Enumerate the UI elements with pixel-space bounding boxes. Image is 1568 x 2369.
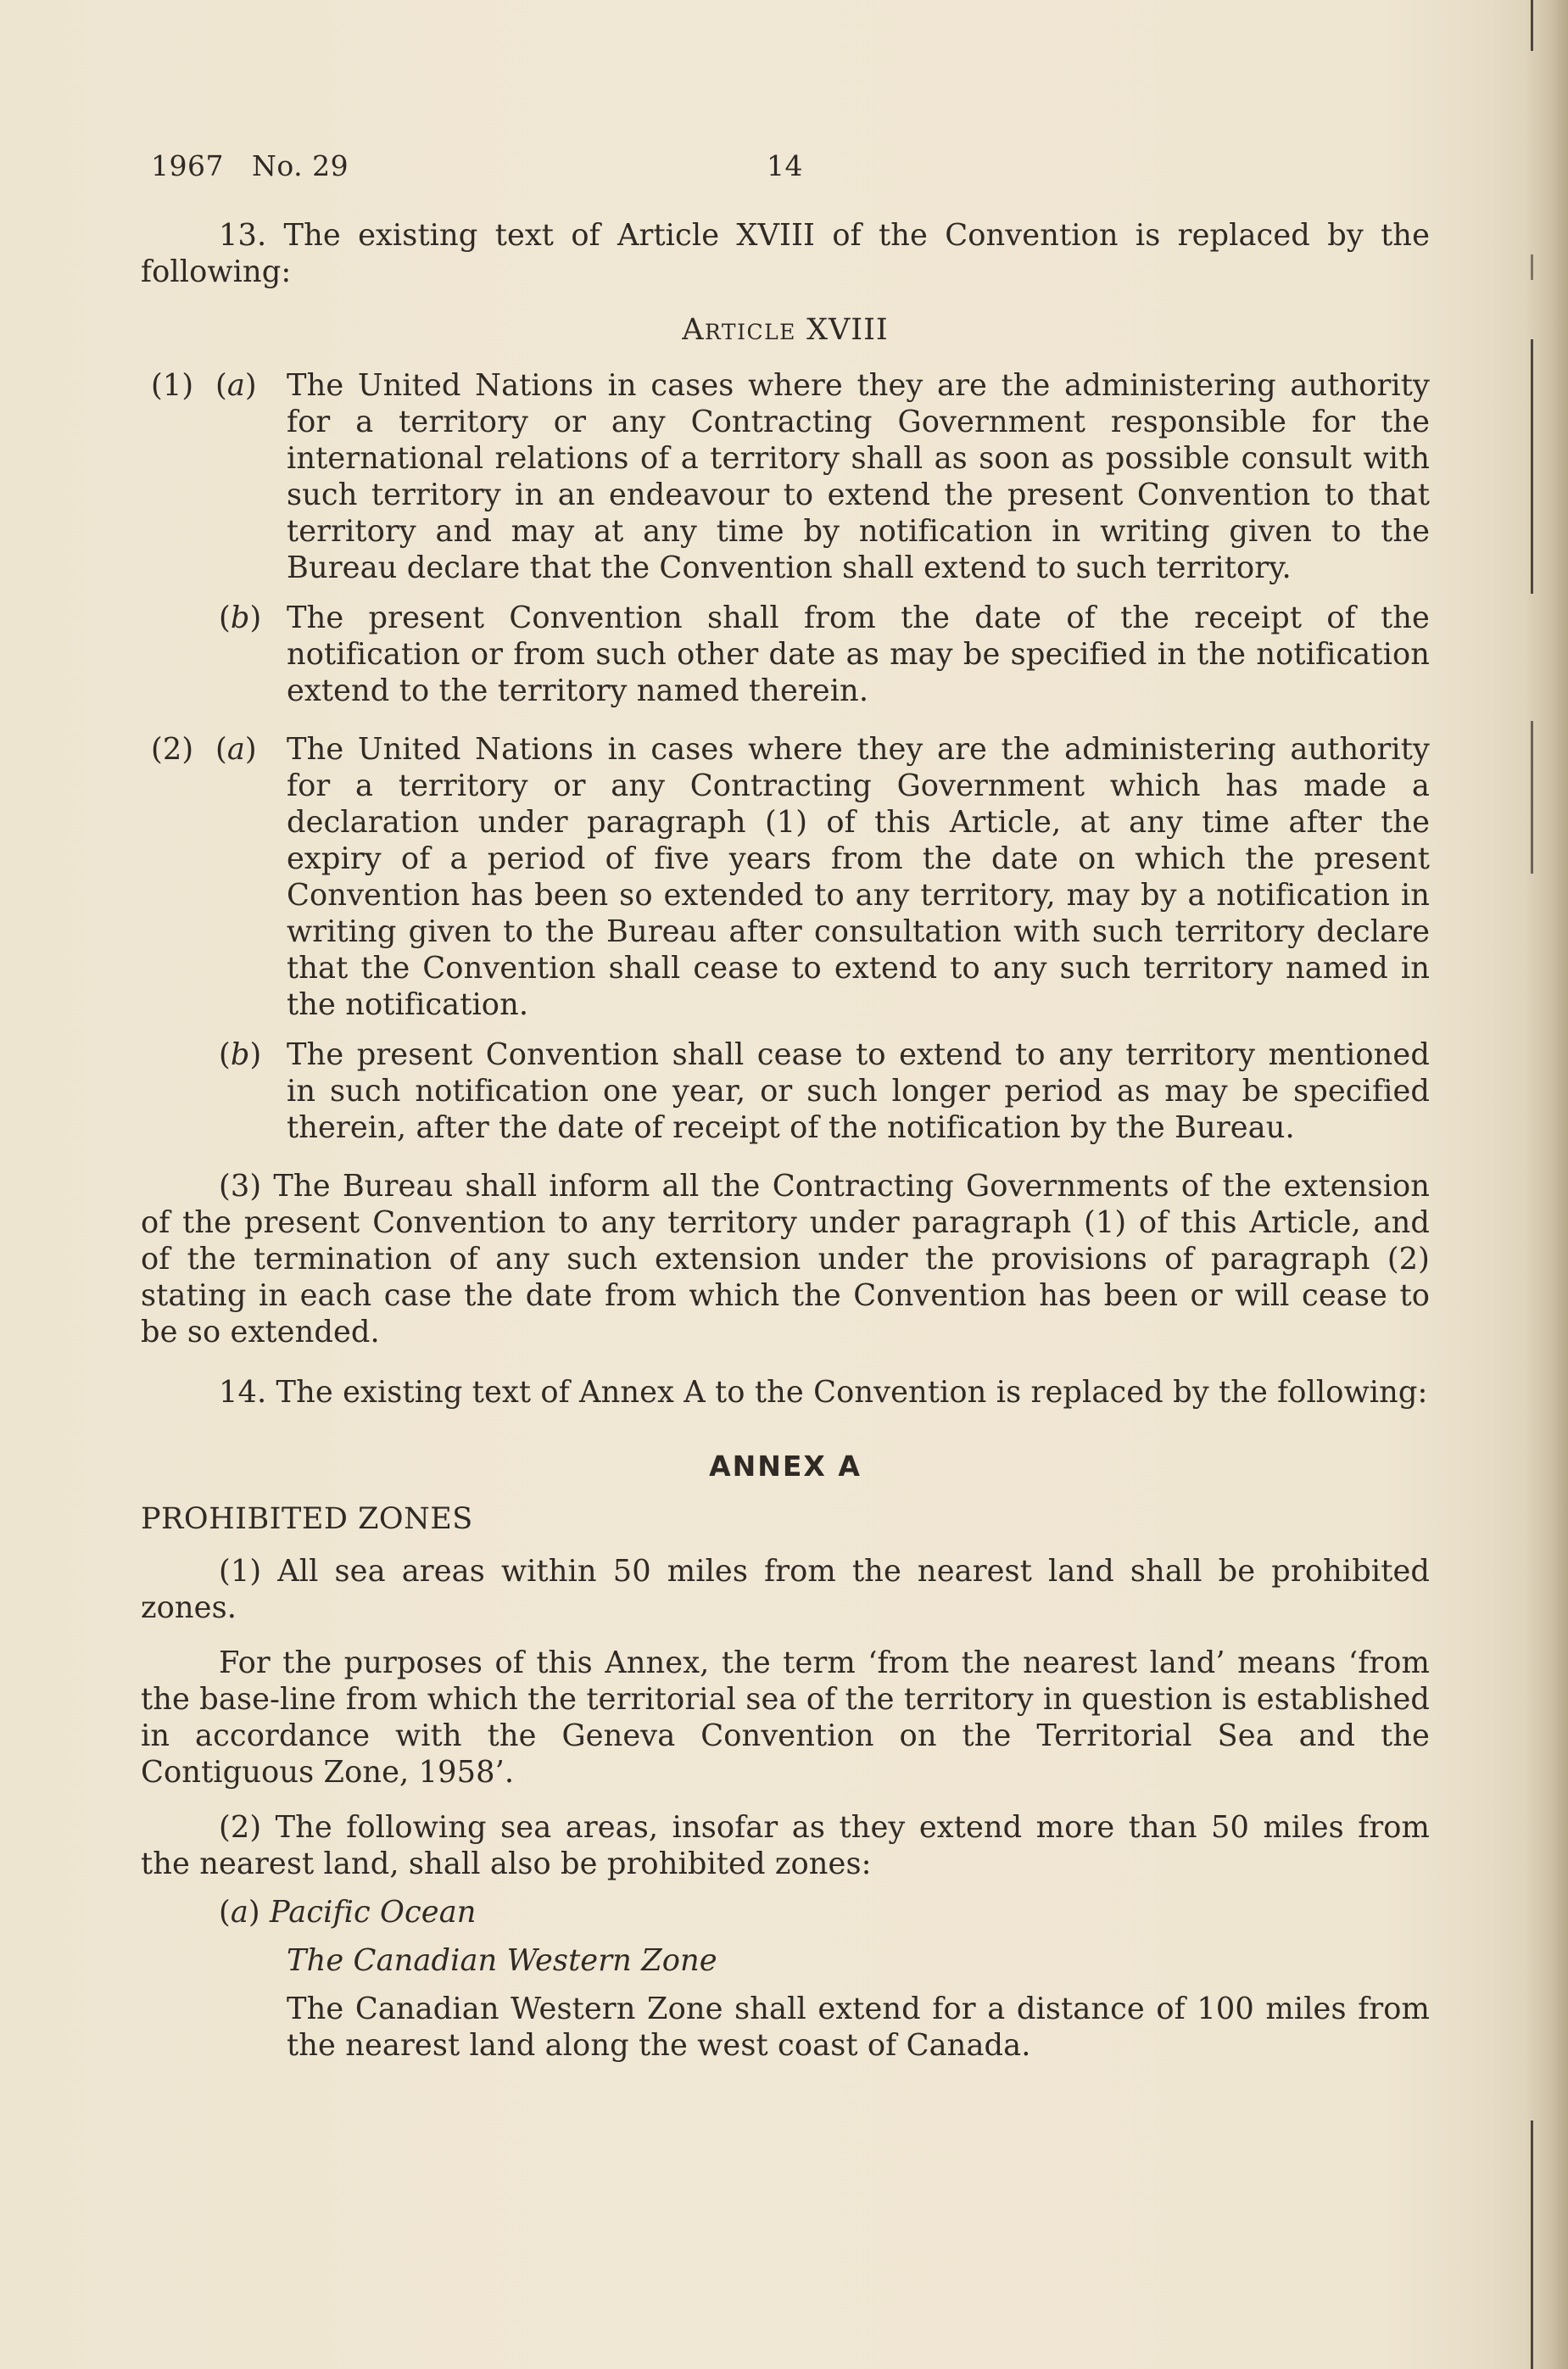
paragraph-letter: (b) — [219, 1037, 262, 1072]
zones-paragraph-2: (2) The following sea areas, insofar as they extend more than 50 miles from the nearest land, shall also be prohibited zones: — [141, 1810, 1430, 1881]
page-edge-line — [1531, 721, 1533, 874]
article-paragraph-2a — [141, 731, 1430, 1023]
article-paragraph-1a — [141, 367, 1430, 586]
paragraph-number: (1) — [151, 368, 194, 403]
page-edge-line — [1531, 0, 1533, 51]
page-edge-line — [1531, 254, 1533, 280]
subsection-pacific-ocean: (a) Pacific Ocean — [219, 1895, 477, 1930]
page-number: 14 — [767, 149, 803, 182]
article-heading-numeral: XVIII — [806, 313, 889, 347]
zone-description: The Canadian Western Zone shall extend for a distance of 100 miles from the nearest land along the west coast of Canada. — [287, 1992, 1430, 2063]
article-paragraph-3: (3) The Bureau shall inform all the Contracting Governments of the extension of the present Convention to any territory under paragraph (1) of this Article, and of the termination of any such extension under the provisions of paragraph (2) stating in each case the date from which the Convention has been or will cease to be so extended. — [141, 1169, 1430, 1349]
article-heading-word: Article — [682, 313, 796, 347]
document-body — [141, 217, 1430, 2064]
paragraph-letter: (a) — [215, 368, 257, 403]
annex-title: ANNEX A — [709, 1450, 862, 1483]
subsection-title: Pacific Ocean — [270, 1895, 477, 1930]
page-edge-line — [1531, 339, 1533, 594]
paragraph-text: The United Nations in cases where they are the administering authority for a territory or any Contracting Government responsible for the international relations of a territory shall as soon as possible consult with such territory in an endeavour to extend the present Convention to that territory and may at any time by notification in writing given to the Bureau declare that the Convention shall extend to such territory. — [287, 368, 1430, 585]
zone-name: The Canadian Western Zone — [287, 1943, 717, 1978]
article-paragraph-1b — [141, 600, 1430, 709]
article-paragraph-2b — [141, 1036, 1430, 1146]
paragraph-text: The present Convention shall cease to extend to any territory mentioned in such notification one year, or such longer period as may be specified therein, after the date of receipt of the notification by the Bureau. — [287, 1037, 1430, 1145]
zones-paragraph-1: (1) All sea areas within 50 miles from the nearest land shall be prohibited zones. — [141, 1554, 1430, 1625]
paragraph-14: 14. The existing text of Annex A to the Convention is replaced by the following: — [219, 1375, 1428, 1410]
prohibited-zones-title: PROHIBITED ZONES — [141, 1502, 473, 1536]
header-year-number: 1967 No. 29 — [151, 149, 349, 182]
paragraph-text: The present Convention shall from the date of the receipt of the notification or from such other date as may be specified in the notification extend to the territory named therein. — [287, 601, 1430, 708]
paragraph-13: 13. The existing text of Article XVIII of the Convention is replaced by the following: — [141, 218, 1430, 289]
paragraph-number: (2) — [151, 732, 194, 767]
paragraph-letter: (b) — [219, 601, 262, 635]
page-edge-line — [1531, 2120, 1533, 2369]
article-heading — [141, 312, 1430, 349]
purposes-paragraph: For the purposes of this Annex, the term ‘from the nearest land’ means ‘from the base-line from which the territorial sea of the territory in question is established in accordance with the Geneva Convention on the Territorial Sea and the Contiguous Zone, 1958’. — [141, 1645, 1430, 1790]
paragraph-text: The United Nations in cases where they are the administering authority for a territory or any Contracting Government which has made a declaration under paragraph (1) of this Article, at any time after the expiry of a period of five years from the date on which the present Convention has been so extended to any territory, may by a notification in writing given to the Bureau after consultation with such territory declare that the Convention shall cease to extend to any such territory named in the notification. — [287, 732, 1430, 1022]
paragraph-letter: (a) — [215, 732, 257, 767]
